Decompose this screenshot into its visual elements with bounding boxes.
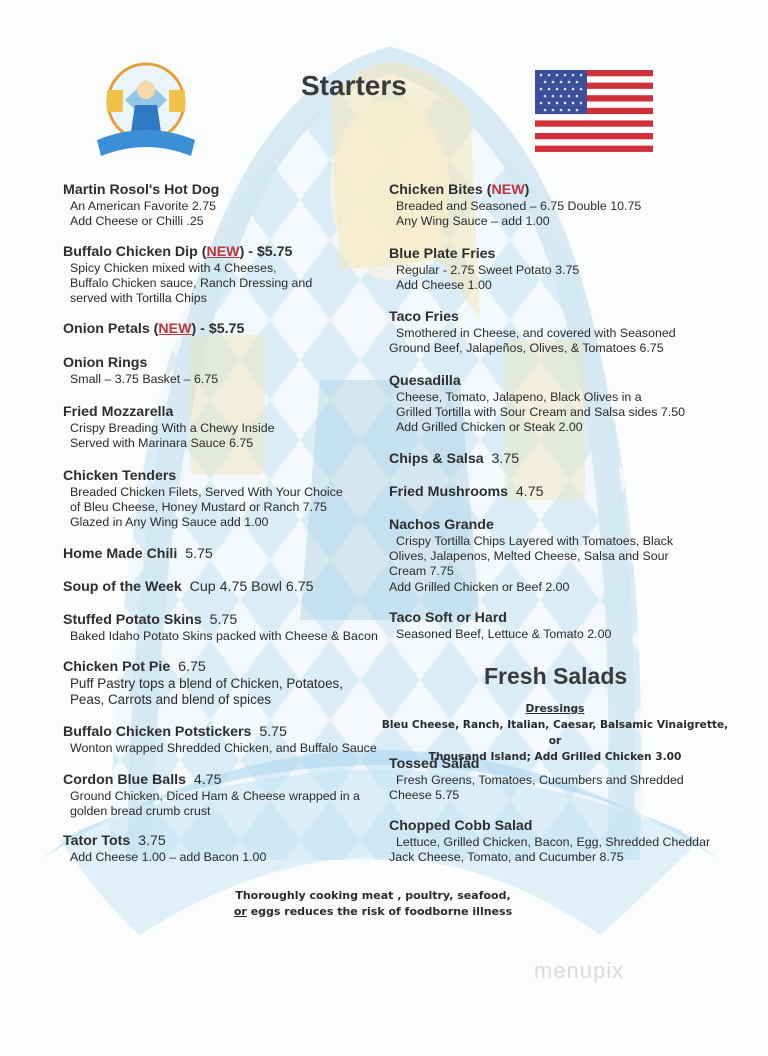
menupix-watermark: menupix [534,958,625,983]
item-name [63,546,393,563]
menu-item [63,579,393,596]
item-description: Smothered in Cheese, and covered with Seasoned [396,326,676,340]
new-badge: NEW [491,182,525,198]
item-description: Jack Cheese, Tomato, and Cucumber 8.75 [389,850,624,865]
item-description: golden bread crumb crust [70,804,211,819]
menu-item [389,246,719,293]
item-description: Breaded Chicken Filets, Served With Your Choice [70,485,343,499]
notice-text: eggs reduces the risk of foodborne illness [246,905,513,918]
item-name-text: Cordon Blue Balls [63,772,186,788]
item-name: Blue Plate Fries [389,246,496,262]
item-name: Chopped Cobb Salad [389,818,533,834]
item-description: Add Cheese 1.00 – add Bacon 1.00 [70,850,267,864]
item-description: Add Cheese or Chilli .25 [70,214,204,229]
item-description: Seasoned Beef, Lettuce & Tomato 2.00 [396,627,612,641]
menu-item [63,612,393,644]
item-price: 6.75 [178,659,206,675]
item-description: Cream 7.75 [389,564,454,579]
item-description: Buffalo Chicken sauce, Ranch Dressing and [70,276,313,291]
item-name [389,451,719,468]
item-description: Crispy Breading With a Chewy Inside [70,421,275,435]
notice-or: or [233,905,247,918]
item-price: 4.75 [193,772,222,788]
item-description: Baked Idaho Potato Skins packed with Cheese & Bacon [70,629,378,643]
menu-item [389,610,719,642]
fresh-salads-heading: Fresh Salads [484,663,628,689]
item-description: Grilled Tortilla with Sour Cream and Salsa sides 7.50 [396,405,686,420]
item-description: Any Wing Sauce – add 1.00 [396,214,550,229]
item-price: Cup 4.75 Bowl 6.75 [189,579,314,595]
food-safety-notice [228,888,518,920]
item-name [63,612,393,629]
item-price: 5.75 [209,612,238,628]
item-name: Fried Mozzarella [63,404,174,420]
item-description: Wonton wrapped Shredded Chicken, and Buffalo Sauce [70,741,377,755]
item-description: Add Cheese 1.00 [396,278,492,293]
dressings-label: Dressings [525,703,585,715]
notice-line: Thoroughly cooking meat , poultry, seafood, [235,889,511,902]
item-name: Taco Fries [389,309,459,325]
item-name-text: Soup of the Week [63,579,182,595]
item-description: Add Grilled Chicken or Beef 2.00 [389,579,570,594]
item-description: Small – 3.75 Basket – 6.75 [70,372,219,386]
item-name: Tossed Salad [389,756,480,772]
item-description: Ground Beef, Jalapeños, Olives, & Tomatoes 6.75 [389,341,664,356]
item-name-text: Buffalo Chicken Potstickers [63,724,252,740]
item-description: Crispy Tortilla Chips Layered with Tomatoes, Black [396,534,674,548]
menu-item [63,724,393,756]
item-name [389,182,719,199]
item-price: ) - $5.75 [239,244,293,260]
menu-item [63,244,393,307]
item-name [63,659,393,676]
notice-line [228,904,518,920]
menu-item [389,182,719,229]
item-name-text: Stuffed Potato Skins [63,612,202,628]
item-name [63,833,393,850]
item-price: 4.75 [515,484,544,500]
item-description: Olives, Jalapenos, Melted Cheese, Salsa and Sour [389,549,669,564]
new-badge: NEW [206,244,240,260]
item-description: Breaded and Seasoned – 6.75 Double 10.75 [396,199,642,213]
item-name: Onion Rings [63,355,148,371]
item-name: Martin Rosol's Hot Dog [63,182,220,198]
item-description: Cheese, Tomato, Jalapeno, Black Olives in a [396,390,642,404]
item-description: Fresh Greens, Tomatoes, Cucumbers and Shredded [396,773,684,787]
starters-heading: Starters [301,70,407,101]
item-name-text: Buffalo Chicken Dip ( [63,244,207,260]
item-price: ) - $5.75 [191,321,245,337]
item-description: Lettuce, Grilled Chicken, Bacon, Egg, Shredded Cheddar [396,835,711,849]
menu-item [63,321,393,338]
salad-item [389,756,719,803]
item-name [63,244,393,261]
item-name-text: Fried Mushrooms [389,484,509,500]
item-description: Spicy Chicken mixed with 4 Cheeses, [70,261,277,275]
item-description: Regular - 2.75 Sweet Potato 3.75 [396,263,580,277]
menu-item [63,546,393,563]
item-name [389,484,719,501]
item-description: Peas, Carrots and blend of spices [70,692,271,707]
item-price: 5.75 [185,546,213,562]
dressings-list: Thousand Island; Add Grilled Chicken 3.00 [428,751,682,763]
item-name: Taco Soft or Hard [389,610,507,626]
item-name-text: ) [524,182,530,198]
item-name-text: Chicken Pot Pie [63,659,171,675]
item-description: Cheese 5.75 [389,788,460,803]
item-name-text: Chips & Salsa [389,451,484,467]
american-flag-image [535,70,653,152]
item-description: Served with Marinara Sauce 6.75 [70,436,254,451]
menu-item [389,517,719,595]
item-name: Nachos Grande [389,517,494,533]
item-description: of Bleu Cheese, Honey Mustard or Ranch 7.75 [70,500,327,515]
item-price: 3.75 [491,451,520,467]
item-price: 3.75 [138,833,166,849]
dressings-list: Bleu Cheese, Ranch, Italian, Caesar, Balsamic Vinaigrette, or [381,719,729,747]
item-name-text: Home Made Chili [63,546,178,562]
item-description: Add Grilled Chicken or Steak 2.00 [396,420,583,435]
item-description: Ground Chicken, Diced Ham & Cheese wrapped in a [70,789,360,803]
item-name-text: Chicken Bites ( [389,182,492,198]
item-description: An American Favorite 2.75 [70,199,217,213]
menu-item [389,451,719,468]
menu-item [389,309,719,356]
item-name [63,579,393,596]
item-description: served with Tortilla Chips [70,291,207,306]
item-name [63,772,393,789]
item-description: Puff Pastry tops a blend of Chicken, Potatoes, [70,676,343,691]
menu-item [63,772,393,819]
new-badge: NEW [158,321,192,337]
restaurant-logo [95,60,197,162]
menu-item [63,833,393,865]
item-price: 5.75 [259,724,287,740]
item-name-text: Onion Petals ( [63,321,159,337]
item-name [63,724,393,741]
menu-item [63,182,393,229]
item-description: Glazed in Any Wing Sauce add 1.00 [70,515,269,530]
menu-item [63,659,393,708]
item-name-text: Tator Tots [63,833,131,849]
item-name [63,321,393,338]
menu-item [63,404,393,451]
menu-item [389,373,719,436]
menu-item [389,484,719,501]
menu-item [63,468,393,531]
menu-item [63,355,393,387]
item-name: Quesadilla [389,373,461,389]
item-name: Chicken Tenders [63,468,177,484]
salad-item [389,818,719,865]
